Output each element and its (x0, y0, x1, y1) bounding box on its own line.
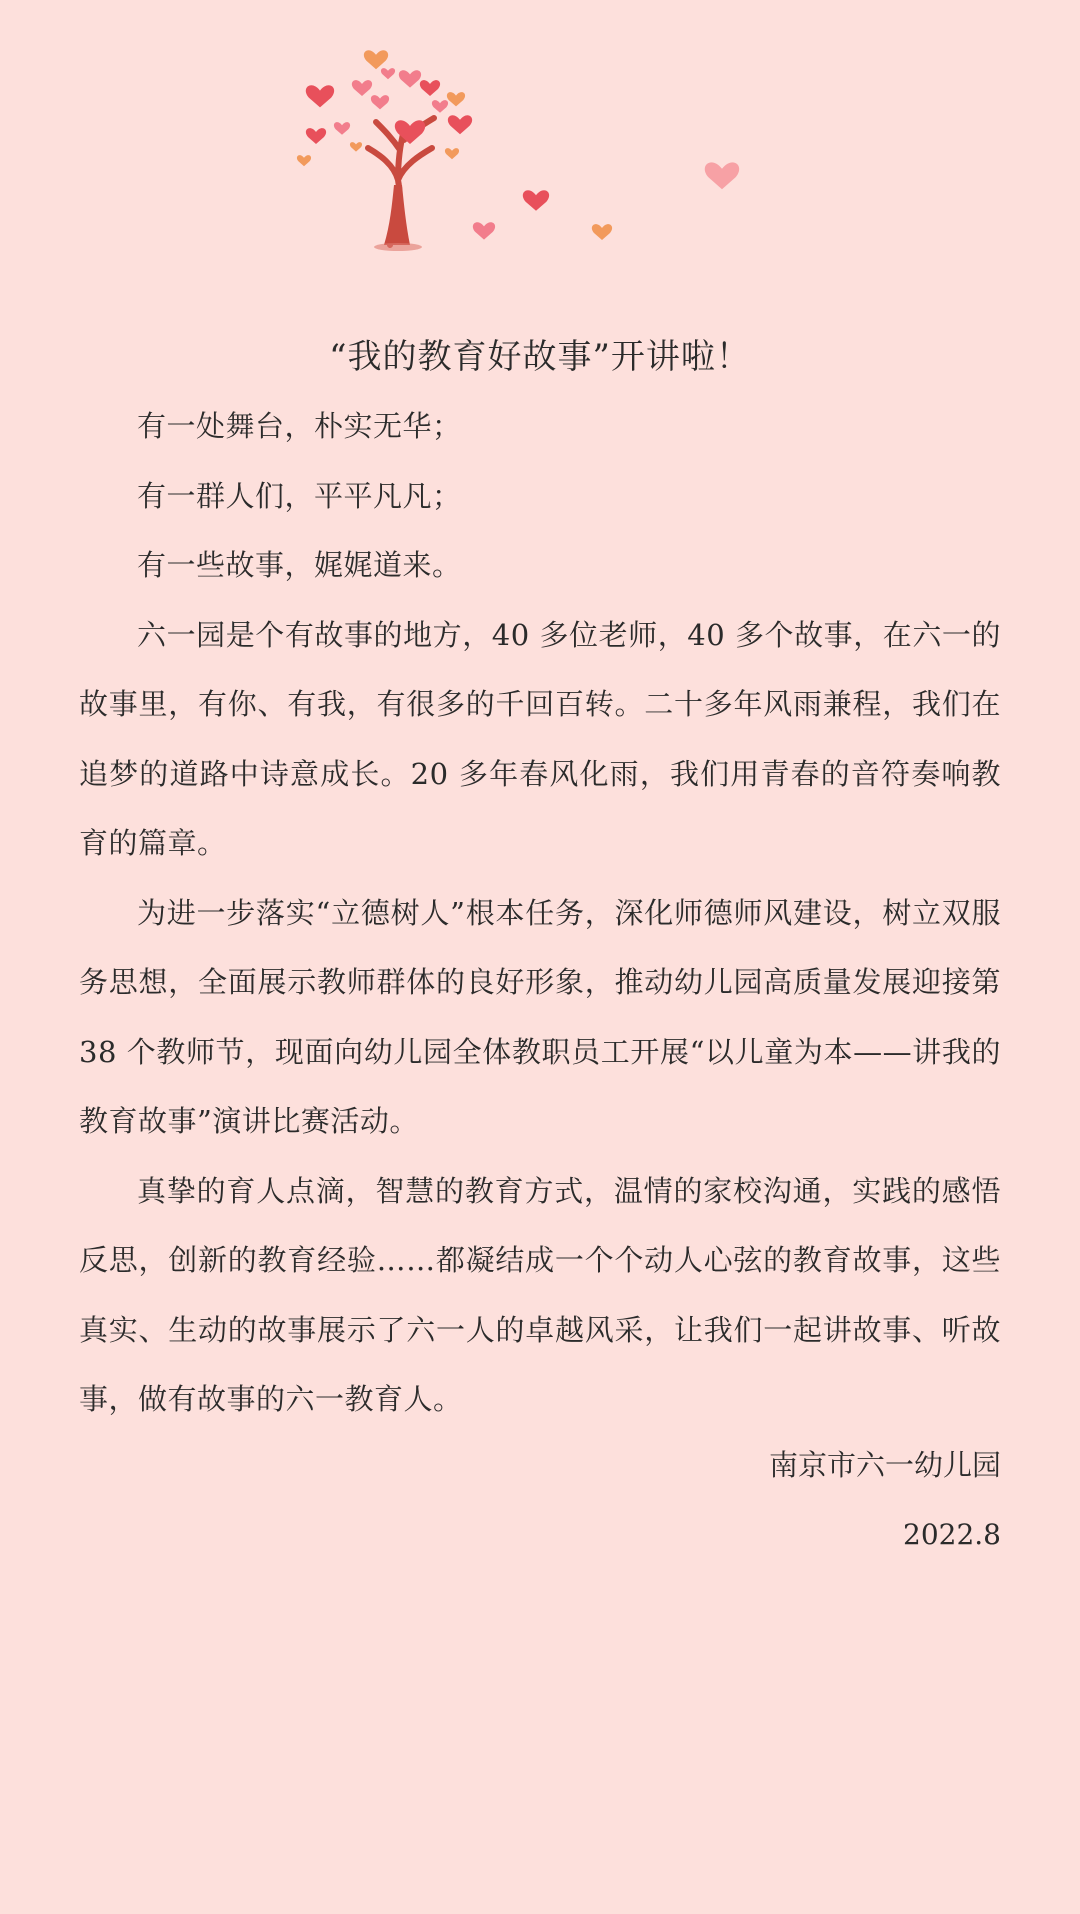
signature: 南京市六一幼儿园 (768, 1448, 1001, 1482)
heart-tree-icon (280, 30, 760, 260)
paragraph: 真挚的育人点滴，智慧的教育方式，温情的家校沟通，实践的感悟反思，创新的教育经验……都凝结成一个个动人心弦的教育故事，这些真实、生动的故事展示了六一人的卓越风采，让我们一起讲故事、听故事，做有故事的六一教育人。 (79, 1173, 1001, 1416)
paragraph: 有一处舞台，朴实无华； (137, 409, 462, 443)
paragraph: 有一群人们，平平凡凡； (137, 478, 462, 513)
paragraph: 为进一步落实“立德树人”根本任务，深化师德师风建设，树立双服务思想，全面展示教师群体的良好形象，推动幼儿园高质量发展迎接第 38 个教师节，现面向幼儿园全体教职员工开展“以儿童为本——讲我的教育故事”演讲比赛活动。 (79, 895, 1001, 1138)
date: 2022.8 (903, 1518, 1001, 1551)
paragraph: 六一园是个有故事的地方，40 多位老师，40 多个故事，在六一的故事里，有你、有我，有很多的千回百转。二十多年风雨兼程，我们在追梦的道路中诗意成长。20 多年春风化雨，我们用青春的音符奏响教育的篇章。 (79, 617, 1001, 860)
article-body (79, 392, 1001, 1435)
page-title: “我的教育好故事”开讲啦！ (329, 337, 751, 377)
paragraph: 有一些故事，娓娓道来。 (137, 548, 462, 582)
